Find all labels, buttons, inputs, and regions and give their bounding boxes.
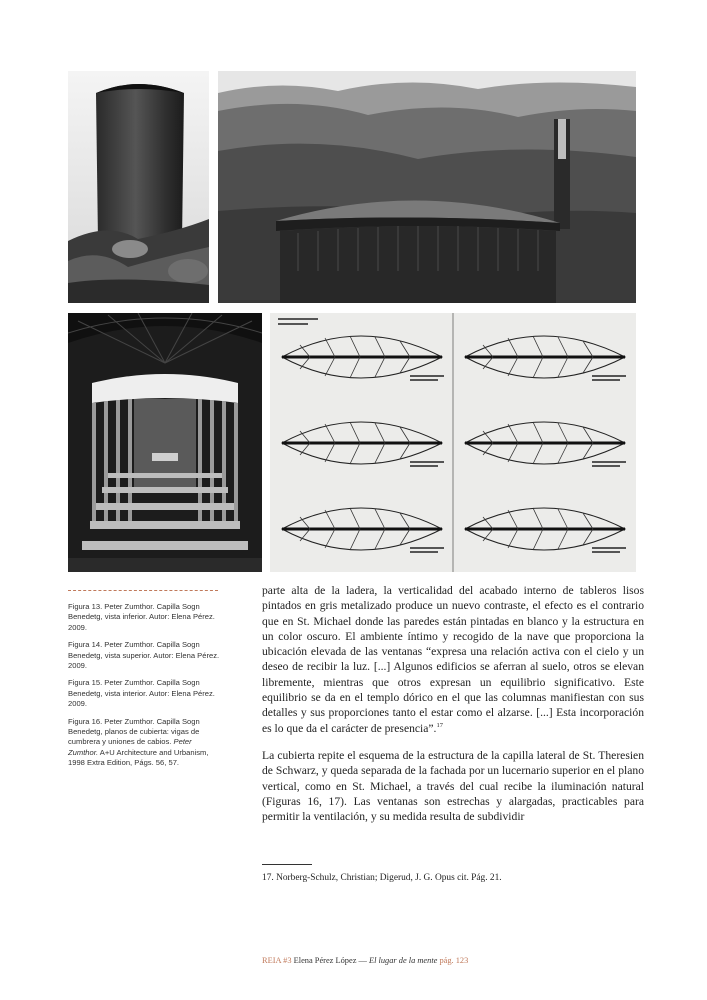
- caption-figure-14: Figura 14. Peter Zumthor. Capilla Sogn Benedetg, vista superior. Autor: Elena Pérez. 2009.: [68, 640, 220, 671]
- caption-figure-16: [68, 717, 220, 769]
- footer-author: Elena Pérez López: [293, 956, 357, 965]
- body-paragraph-1-text: parte alta de la ladera, la verticalidad del acabado interno de tableros lisos pintados en gris metalizado produce un nuevo contraste, el efecto es el contrario que en St. Michael donde las paredes están pintadas en blanco y la estructura en un color oscuro. El ambiente íntimo y recogido de la nave que proporciona la ubicación elevada de las ventanas “expresa una relación activa con el cielo y un deseo de recibir la luz. [...] Algunos edificios se aferran al suelo, otros se elevan libremente, mientras que otros expresan un equilibrio significativo. Este equilibrio se da en el templo dórico en el que las columnas manifiestan con sus detalles y sus proporciones tanto el estar como el alzarse. [...] Esta incorporación es lo que da el carácter de presencia”.: [262, 584, 644, 735]
- figure-16-drawing: [270, 313, 636, 572]
- footnote-rule: [262, 864, 312, 865]
- figure-15-photo: [68, 313, 262, 572]
- footer-journal: REIA #3: [262, 956, 292, 965]
- caption-figure-13: Figura 13. Peter Zumthor. Capilla Sogn Benedetg, vista inferior. Autor: Elena Pérez. 2009.: [68, 602, 215, 632]
- body-text: [262, 583, 644, 836]
- caption-figure-16-text: Figura 16. Peter Zumthor. Capilla Sogn Benedetg, planos de cubierta: vigas de cumbrera y uniones de cabios.: [68, 716, 200, 747]
- footer-dash: —: [358, 956, 367, 965]
- figure-captions: [68, 602, 220, 776]
- page-footer: [262, 956, 468, 965]
- footer-page-number: pág. 123: [439, 956, 469, 965]
- footnote-17: 17. Norberg-Schulz, Christian; Digerud, J. G. Opus cit. Pág. 21.: [262, 873, 502, 883]
- caption-figure-15: Figura 15. Peter Zumthor. Capilla Sogn Benedetg, vista interior. Autor: Elena Pérez. 2009.: [68, 678, 215, 709]
- caption-divider: [68, 590, 218, 591]
- body-paragraph-2: La cubierta repite el esquema de la estructura de la capilla lateral de St. Theresien de Schwarz, y queda separada de la fachada por un lucernario superior en el plano vertical, como en St. Michael, a través del cual recibe la iluminación natural (Figuras 16, 17). Las ventanas son estrechas y alargadas, practicables para permitir la ventilación, y su medida resulta de subdividir: [262, 748, 644, 824]
- caption-figure-16-source: A+U Architecture and Urbanism, 1998 Extra Edition, Págs. 56, 57.: [68, 747, 209, 768]
- figure-13-photo: [68, 71, 209, 303]
- body-paragraph-1: [262, 583, 644, 736]
- figure-14-photo: [218, 71, 636, 303]
- caption-figure-16-source-italic: Peter Zumthor.: [68, 737, 192, 757]
- footer-title: El lugar de la mente: [368, 956, 438, 965]
- footnote-reference-17[interactable]: 17: [436, 721, 443, 729]
